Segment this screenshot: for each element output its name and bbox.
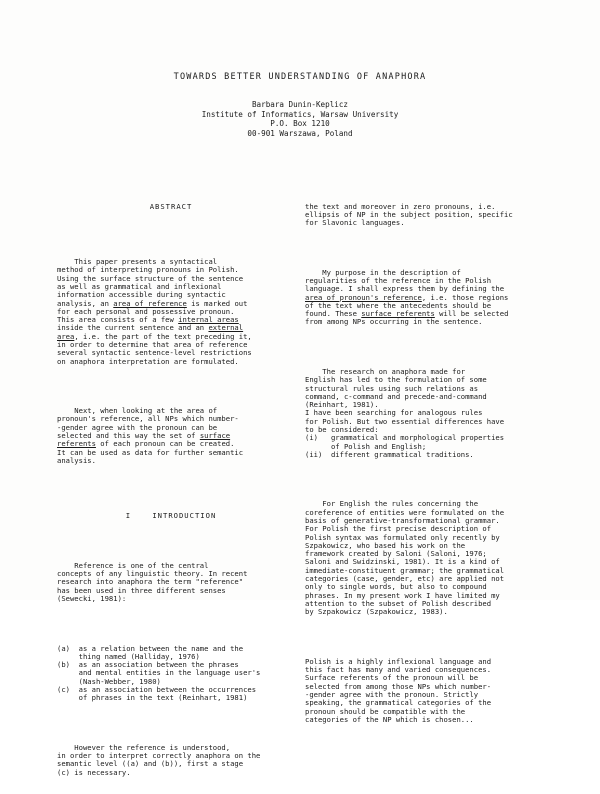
right-paragraph-3: For English the rules concerning the coreference of entities were formulated on the basis of generative-transformational grammar. For Polish the first precise description of Polish syntax was formulated only recently by Szpakowicz, who based his work on the framework created by Saloni (Saloni, 1976; Saloni and Swidzinski, 1981). It is a kind of immediate-constituent grammar; the grammatical categories (case, gender, etc) are applied not only to single words, but also to compound phrases. In my present work I have limited my attention to the subset of Polish described by Szpakowicz (Szpakowicz, 1983). — [305, 499, 505, 617]
term-area: area — [57, 331, 75, 341]
paper-title: TOWARDS BETTER UNDERSTANDING OF ANAPHORA — [173, 72, 427, 82]
introduction-heading: I INTRODUCTION — [125, 511, 217, 521]
author-name: Barbara Dunin-Keplicz — [251, 100, 348, 109]
term-external: external — [208, 323, 244, 333]
intro-paragraph-2: However the reference is understood, in order to interpret correctly anaphora on the semantic level ((a) and (b)), first a stage (c) is necessary. — [57, 742, 261, 777]
intro-paragraph-1: Reference is one of the central concepts of any linguistic theory. In recent research into anaphora the term "reference" has been used in three different senses (Sewecki, 1981): — [57, 560, 248, 604]
term-referents: referents — [57, 439, 96, 449]
right-paragraph-2: The research on anaphora made for English has led to the formulation of some structural rules using such relations as command, c-command and precede-and-command (Reinhart, 1981). I have been searching for analogous rules for Polish. But two essential differences have to be considered: (i) grammatical and morphological properties of Polish and English; (ii) different grammatical traditions. — [305, 366, 505, 459]
term-internal-areas: internal areas — [178, 315, 239, 325]
abstract-paragraph-2: Next, when looking at the area of pronoun's reference, all NPs which number- -gender agree with the pronoun can be selected and this way the set of surface referents of each pronoun can be created. It can be used as data for further semantic analysis. — [57, 406, 244, 465]
abstract-paragraph-1: This paper presents a syntactical method of interpreting pronouns in Polish. Using the surface structure of the sentence as well as grammatical and inflexional information accessible during syntactic analysis, an area of reference is marked out for each personal and possessive pronoun. This area consists of a few internal areas inside the current sentence and an external area, i.e. the part of the text preceding it, in order to determine that area of reference several syntactic sentence-level restrictions on anaphora interpretation are formulated. — [57, 257, 252, 366]
author-city: 00-901 Warszawa, Poland — [247, 128, 353, 138]
right-paragraph-0: the text and moreover in zero pronouns, i.e. ellipsis of NP in the subject position, specific for Slavonic languages. — [305, 201, 513, 228]
term-area-of-pronouns-reference: area of pronoun's reference — [305, 292, 422, 302]
term-surface: surface — [199, 431, 231, 441]
right-column — [305, 186, 560, 741]
intro-list: (a) as a relation between the name and the thing named (Halliday, 1976) (b) as an association between the phrases and mental entities in the language user's (Nash-Webber, 1980) (c) as an association between the occurrences of phrases in the text (Reinhart, 1981) — [57, 643, 261, 703]
right-paragraph-1: My purpose in the description of regularities of the reference in the Polish language. I shall express them by defining the area of pronoun's reference, i.e. those regions of the text where the antecedents should be found. These surface referents will be selected from among NPs occurring in the sentence. — [305, 267, 509, 327]
term-surface-referents: surface referents — [361, 309, 435, 319]
right-paragraph-4: Polish is a highly inflexional language and this fact has many and varied consequences. Surface referents of the pronoun will be selected from among those NPs which number- -gender agree with the pronoun. Strictly speaking, the grammatical categories of the pronoun should be compatible with the categories of the NP which is chosen... — [305, 656, 492, 724]
term-area-of-reference: area of reference — [113, 298, 187, 308]
author-affiliation: Institute of Informatics, Warsaw University — [201, 109, 399, 119]
abstract-heading: ABSTRACT — [149, 201, 193, 211]
author-block — [0, 100, 600, 138]
author-po-box: P.O. Box 1210 — [270, 119, 330, 129]
left-column — [57, 186, 285, 794]
